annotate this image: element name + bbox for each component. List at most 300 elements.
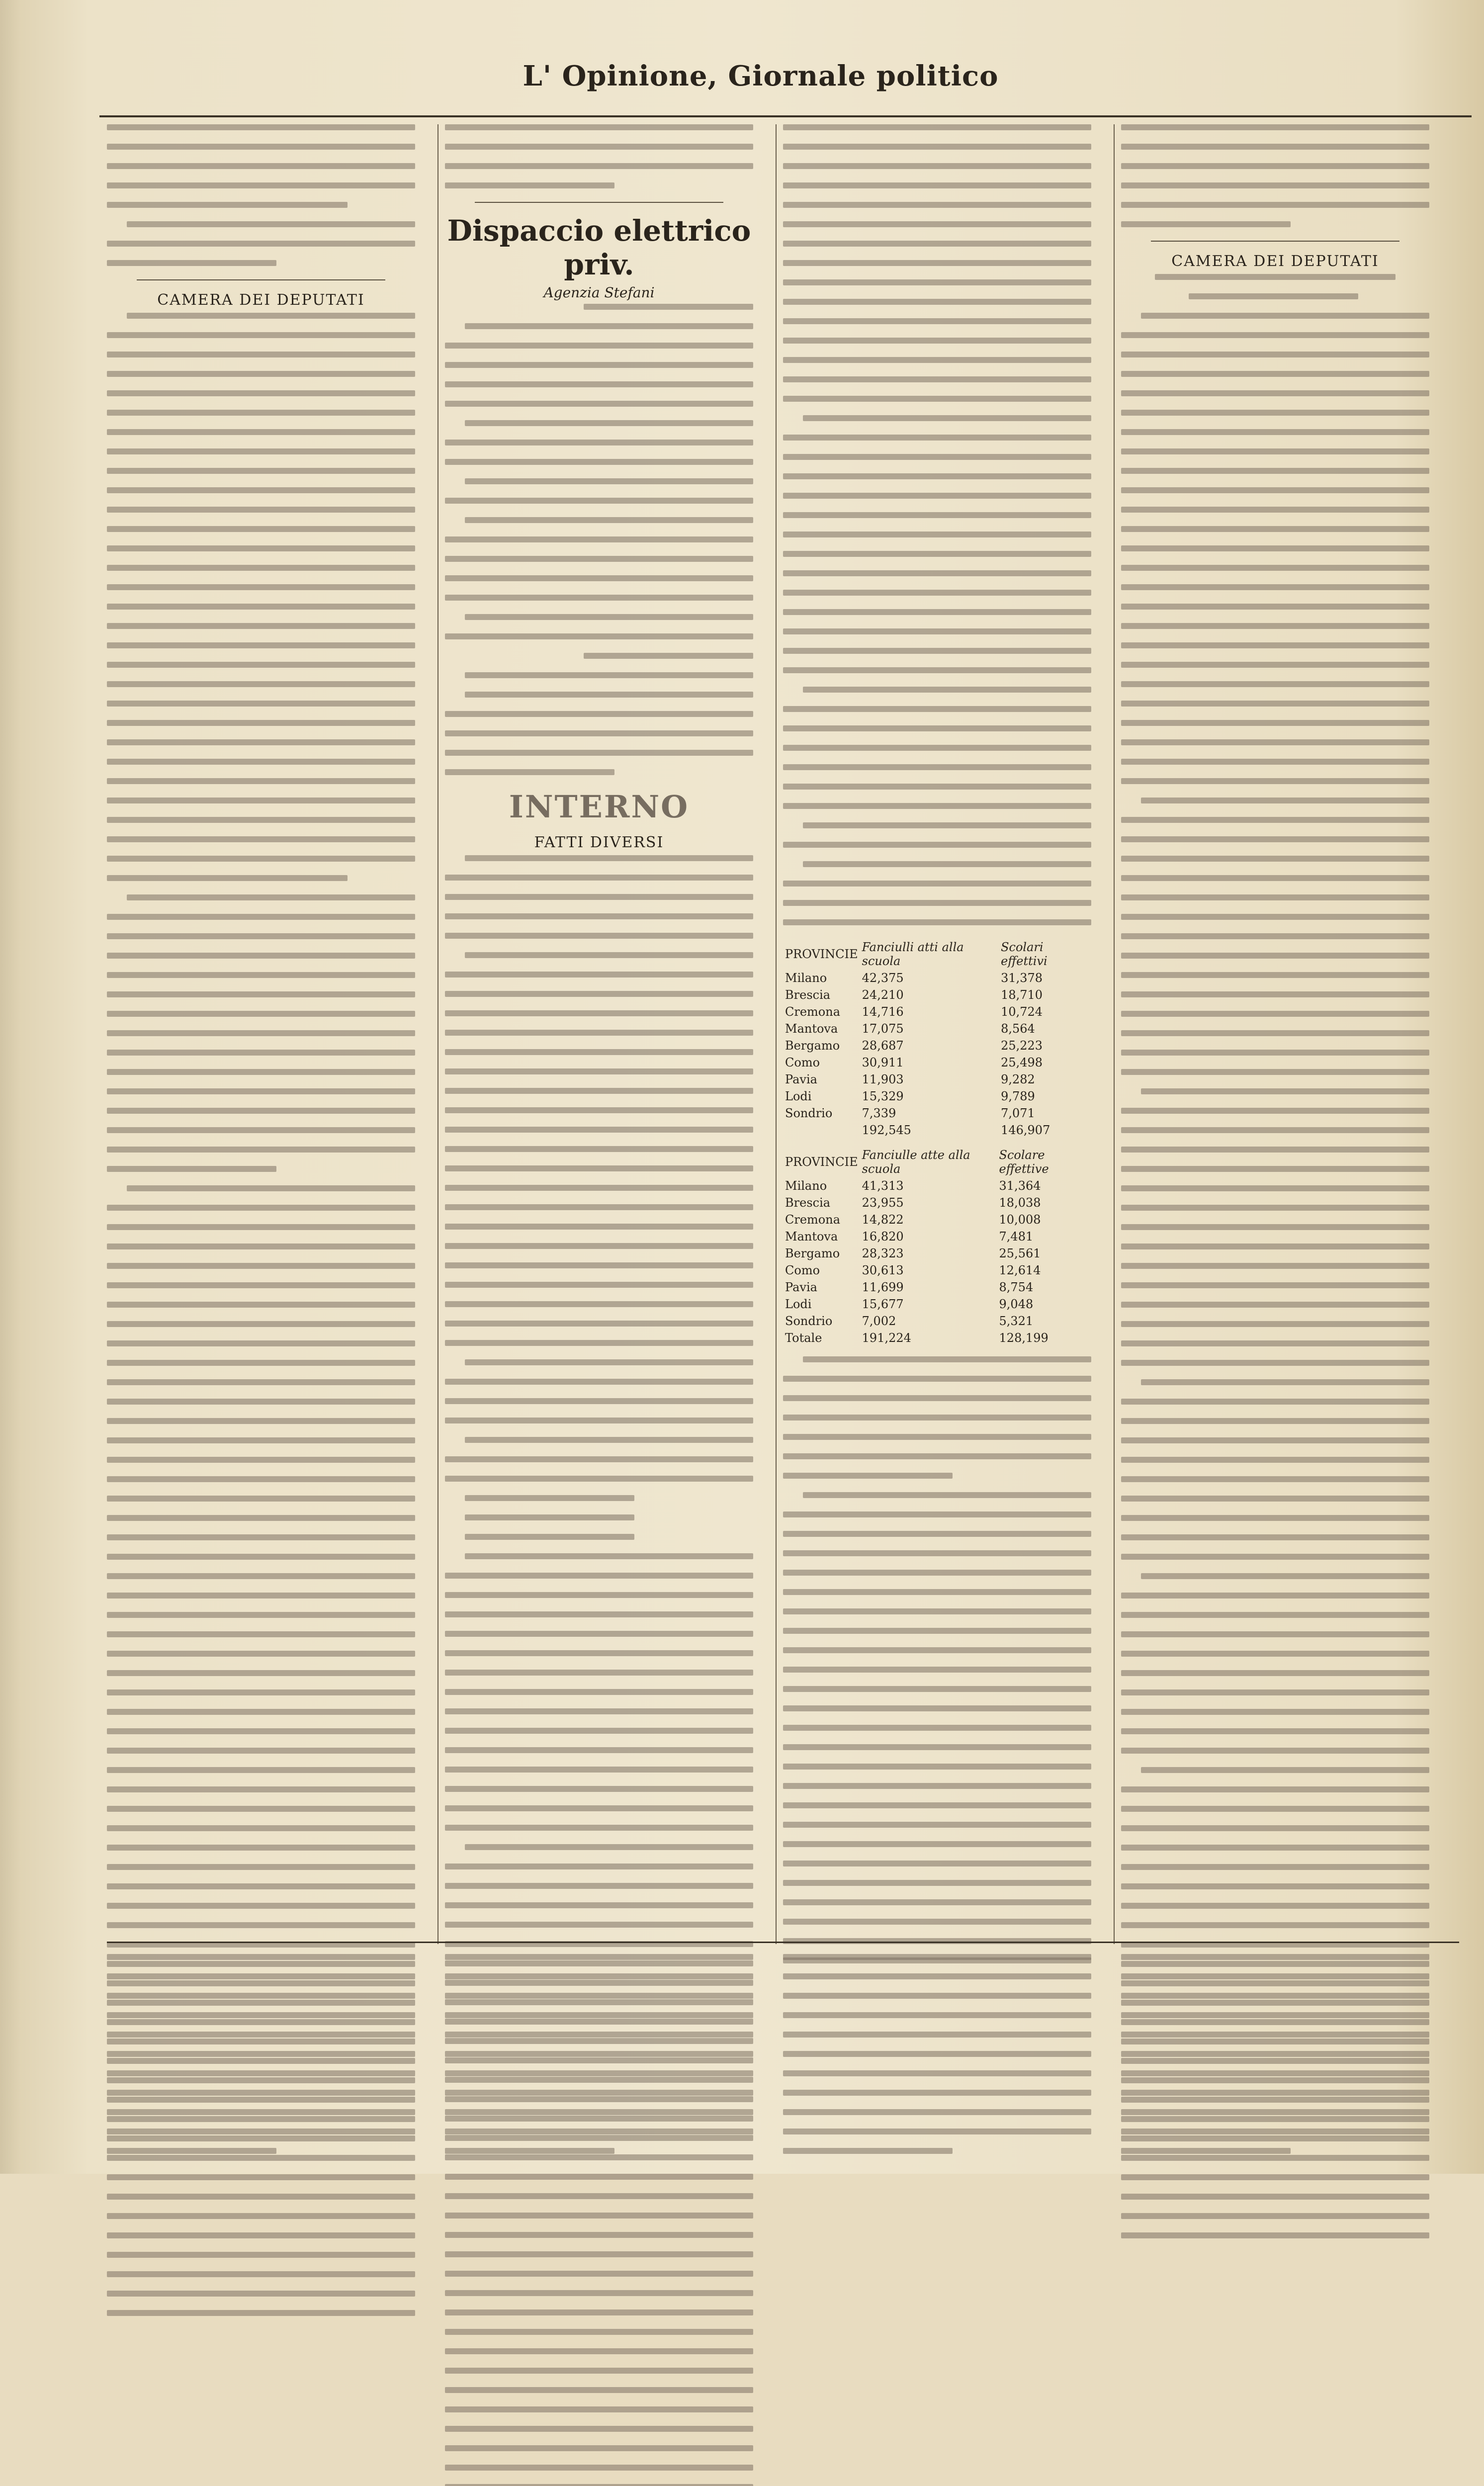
illegible-text-line (465, 672, 753, 678)
illegible-text-line (107, 701, 415, 707)
illegible-text-line (445, 1282, 753, 1288)
illegible-text-line (1121, 856, 1429, 862)
illegible-text-line (445, 1864, 753, 1869)
table-cell: 31,378 (1001, 971, 1043, 985)
table-cell: 30,613 (862, 1263, 904, 1277)
illegible-text-line (445, 1340, 753, 1346)
illegible-text-line (1121, 991, 1429, 997)
table-cell: 15,329 (862, 1089, 904, 1103)
telegram-headline: Dispaccio elettrico priv. (447, 214, 751, 281)
illegible-text-line (445, 1954, 753, 1960)
table-cell: Lodi (785, 1297, 812, 1311)
illegible-text-line (445, 124, 753, 130)
illegible-text-line (783, 725, 1091, 731)
illegible-text-line (783, 2032, 1091, 2038)
illegible-text-line (783, 1841, 1091, 1847)
illegible-text-line (445, 1107, 753, 1113)
illegible-text-line (107, 642, 415, 648)
illegible-text-line (1121, 182, 1429, 188)
illegible-text-line (445, 2406, 753, 2412)
illegible-text-line (107, 1457, 415, 1463)
illegible-text-line (107, 604, 415, 610)
table-total-row (783, 1122, 1091, 1139)
illegible-text-line (783, 221, 1091, 227)
illegible-text-line (445, 730, 753, 736)
illegible-text-line (445, 2348, 753, 2354)
illegible-text-line (1121, 410, 1429, 416)
illegible-text-line (445, 2012, 753, 2018)
illegible-text-line (783, 1589, 1091, 1595)
illegible-text-line (783, 1705, 1091, 1711)
section-heading: CAMERA DEI DEPUTATI (157, 291, 365, 309)
column-4 (1121, 124, 1429, 2252)
section-heading: INTERNO (509, 789, 690, 825)
illegible-text-line (107, 817, 415, 823)
illegible-text-line (445, 381, 753, 387)
illegible-text-line (1121, 144, 1429, 150)
table-cell: 7,071 (1001, 1106, 1035, 1120)
illegible-text-line (1121, 1593, 1429, 1598)
feuilleton-rule (107, 1942, 1459, 1943)
illegible-text-line (1121, 1825, 1429, 1831)
illegible-text-line (107, 623, 415, 629)
illegible-text-line (783, 1570, 1091, 1576)
table-row (783, 1020, 1091, 1037)
illegible-text-line (445, 1650, 753, 1656)
illegible-text-line (1121, 875, 1429, 881)
illegible-text-line (783, 376, 1091, 382)
illegible-text-line (1121, 1108, 1429, 1114)
illegible-text-line (107, 1515, 415, 1521)
illegible-text-line (1121, 1689, 1429, 1695)
illegible-text-line (1121, 2109, 1429, 2115)
illegible-text-line (783, 2109, 1091, 2115)
illegible-text-line (783, 1764, 1091, 1770)
illegible-text-line (1121, 972, 1429, 978)
table-cell: 7,339 (862, 1106, 896, 1120)
illegible-text-line (445, 2465, 753, 2471)
illegible-text-line (1121, 1243, 1429, 1249)
illegible-text-line (1121, 1670, 1429, 1676)
illegible-text-line (783, 1686, 1091, 1692)
table-cell: 15,677 (862, 1297, 904, 1311)
table-cell: Brescia (785, 988, 831, 1002)
feuilleton-column-2 (445, 1954, 753, 2167)
table-cell: 192,545 (862, 1123, 911, 1137)
illegible-text-line (783, 706, 1091, 712)
illegible-text-line (1121, 332, 1429, 338)
illegible-text-line (445, 362, 753, 368)
illegible-text-line (445, 1049, 753, 1055)
illegible-text-line (445, 2271, 753, 2277)
illegible-text-line (107, 1973, 415, 1979)
illegible-text-line (107, 390, 415, 396)
illegible-text-line (107, 1127, 415, 1133)
table-cell: 11,903 (862, 1072, 904, 1086)
illegible-text-line (107, 487, 415, 493)
illegible-text-line (445, 575, 753, 581)
illegible-text-line (1121, 1360, 1429, 1366)
illegible-text-line (1141, 1088, 1429, 1094)
illegible-text-line (783, 241, 1091, 247)
illegible-text-line (1121, 1127, 1429, 1133)
illegible-text-line (107, 1496, 415, 1502)
illegible-text-line (445, 2213, 753, 2219)
illegible-text-line (107, 720, 415, 726)
illegible-text-line (107, 2310, 415, 2316)
illegible-text-line (1121, 1282, 1429, 1288)
illegible-text-line (445, 2148, 614, 2154)
table-cell: Como (785, 1056, 820, 1069)
illegible-text-line (1121, 1224, 1429, 1230)
illegible-text-line (107, 1263, 415, 1269)
illegible-text-line (803, 822, 1091, 828)
table-cell: 23,955 (862, 1196, 904, 1210)
table-cell: 128,199 (999, 1331, 1048, 1345)
illegible-text-line (1121, 507, 1429, 513)
illegible-text-line (107, 1205, 415, 1211)
separator-rule (137, 279, 385, 280)
illegible-text-line (465, 855, 753, 861)
illegible-text-line (803, 1356, 1091, 1362)
column-divider (437, 124, 438, 1944)
illegible-text-line (107, 1825, 415, 1831)
illegible-text-line (783, 2012, 1091, 2018)
illegible-text-line (107, 1993, 415, 1999)
subheading: FATTI DIVERSI (534, 834, 664, 851)
table-row (783, 1279, 1091, 1296)
illegible-text-line (107, 662, 415, 668)
illegible-text-line (1121, 1457, 1429, 1463)
illegible-text-line (1121, 1903, 1429, 1909)
table-cell: 7,002 (862, 1314, 896, 1328)
table-header-cell: Fanciulle atte alla scuola (862, 1148, 970, 1176)
illegible-text-line (1121, 1185, 1429, 1191)
table-cell: Sondrio (785, 1106, 833, 1120)
illegible-text-line (445, 2368, 753, 2374)
school-stats-table-boys (783, 939, 1091, 1139)
illegible-text-line (107, 1030, 415, 1036)
illegible-text-line (783, 1647, 1091, 1653)
illegible-text-line (465, 952, 753, 958)
illegible-text-line (1121, 914, 1429, 920)
illegible-text-line (107, 1922, 415, 1928)
illegible-text-line (445, 2387, 753, 2393)
table-row (783, 1003, 1091, 1020)
illegible-text-line (107, 182, 415, 188)
illegible-text-line (783, 182, 1091, 188)
illegible-text-line (445, 440, 753, 445)
illegible-text-line (107, 1689, 415, 1695)
illegible-text-line (1121, 2232, 1429, 2238)
table-cell: 5,321 (999, 1314, 1034, 1328)
illegible-text-line (1121, 1321, 1429, 1327)
masthead-title: L' Opinione, Giornale politico (523, 60, 999, 92)
page-fold-shadow (0, 0, 30, 2174)
illegible-text-line (783, 1511, 1091, 1517)
table-cell: Lodi (785, 1089, 812, 1103)
illegible-text-line (783, 163, 1091, 169)
illegible-text-line (1121, 1147, 1429, 1153)
table-cell: 18,710 (1001, 988, 1043, 1002)
illegible-text-line (107, 1224, 415, 1230)
illegible-text-line (107, 2051, 415, 2057)
illegible-text-line (783, 493, 1091, 499)
table-row (783, 1054, 1091, 1071)
illegible-text-line (1121, 1845, 1429, 1851)
illegible-text-line (107, 584, 415, 590)
illegible-text-line (1121, 1534, 1429, 1540)
illegible-text-line (783, 1899, 1091, 1905)
table-row (783, 1194, 1091, 1211)
illegible-text-line (1141, 1767, 1429, 1773)
illegible-text-line (107, 468, 415, 474)
illegible-text-line (783, 435, 1091, 441)
illegible-text-line (445, 556, 753, 562)
illegible-text-line (1121, 1030, 1429, 1036)
illegible-text-line (107, 2090, 415, 2096)
illegible-text-line (107, 1806, 415, 1812)
illegible-text-line (445, 875, 753, 881)
illegible-text-line (1121, 1340, 1429, 1346)
illegible-text-line (783, 532, 1091, 537)
illegible-text-line (783, 919, 1091, 925)
illegible-text-line (783, 1473, 953, 1479)
illegible-text-line (783, 1919, 1091, 1925)
illegible-text-line (107, 2174, 415, 2180)
illegible-text-line (107, 1534, 415, 1540)
illegible-text-line (127, 313, 415, 319)
illegible-text-line (465, 1553, 753, 1559)
illegible-text-line (445, 1973, 753, 1979)
table-row (783, 970, 1091, 986)
illegible-text-line (445, 2251, 753, 2257)
illegible-text-line (783, 124, 1091, 130)
illegible-text-line (783, 260, 1091, 266)
illegible-text-line (107, 1321, 415, 1327)
illegible-text-line (107, 739, 415, 745)
table-cell: 18,038 (999, 1196, 1041, 1210)
illegible-text-line (445, 1068, 753, 1074)
illegible-text-line (107, 1379, 415, 1385)
illegible-text-line (783, 2148, 953, 2154)
illegible-text-line (1121, 1205, 1429, 1211)
illegible-text-line (803, 687, 1091, 693)
illegible-text-line (1141, 798, 1429, 803)
illegible-text-line (107, 1418, 415, 1424)
illegible-text-line (1121, 221, 1291, 227)
illegible-text-line (445, 2309, 753, 2315)
illegible-text-line (1121, 894, 1429, 900)
illegible-text-line (107, 798, 415, 803)
illegible-text-line (1121, 2012, 1429, 2018)
illegible-text-line (445, 498, 753, 504)
illegible-text-line (107, 1108, 415, 1114)
illegible-text-line (107, 953, 415, 959)
illegible-text-line (107, 163, 415, 169)
illegible-text-line (107, 526, 415, 532)
illegible-text-line (1121, 1515, 1429, 1521)
illegible-text-line (445, 1611, 753, 1617)
illegible-text-line (107, 1554, 415, 1560)
illegible-text-line (1121, 1612, 1429, 1618)
illegible-text-line (783, 1434, 1091, 1440)
illegible-text-line (107, 1243, 415, 1249)
table-cell: 17,075 (862, 1022, 904, 1036)
illegible-text-line (1121, 1166, 1429, 1172)
illegible-text-line (107, 260, 276, 266)
illegible-text-line (445, 2445, 753, 2451)
illegible-text-line (1121, 390, 1429, 396)
illegible-text-line (783, 2070, 1091, 2076)
illegible-text-line (107, 933, 415, 939)
illegible-text-line (445, 1418, 753, 1423)
illegible-text-line (107, 875, 348, 881)
illegible-text-line (783, 1973, 1091, 1979)
illegible-text-line (445, 991, 753, 997)
table-row (783, 986, 1091, 1003)
illegible-text-line (445, 1456, 753, 1462)
illegible-text-line (445, 1902, 753, 1908)
illegible-text-line (783, 590, 1091, 596)
table-cell: Milano (785, 1179, 827, 1193)
illegible-text-line (783, 881, 1091, 887)
illegible-text-line (107, 448, 415, 454)
illegible-text-line (445, 1088, 753, 1094)
illegible-text-line (107, 1166, 276, 1172)
table-total-row (783, 1330, 1091, 1346)
illegible-text-line (783, 1822, 1091, 1828)
illegible-text-line (445, 1165, 753, 1171)
table-row (783, 1313, 1091, 1330)
table-header-cell: PROVINCIE (785, 947, 858, 961)
illegible-text-line (1121, 1954, 1429, 1960)
illegible-text-line (445, 1204, 753, 1210)
illegible-text-line (107, 565, 415, 571)
illegible-text-line (445, 933, 753, 939)
illegible-text-line (107, 352, 415, 357)
illegible-text-line (1121, 836, 1429, 842)
illegible-text-line (107, 1954, 415, 1960)
illegible-text-line (1121, 429, 1429, 435)
illegible-text-line (445, 1262, 753, 1268)
illegible-text-line (1121, 163, 1429, 169)
table-cell: 16,820 (862, 1230, 904, 1243)
illegible-text-line (1121, 701, 1429, 707)
illegible-text-line (107, 972, 415, 978)
illegible-text-line (445, 2109, 753, 2115)
illegible-text-line (445, 2426, 753, 2432)
illegible-text-line (445, 2174, 753, 2180)
illegible-text-line (1155, 274, 1396, 280)
illegible-text-line (783, 1628, 1091, 1634)
table-row (783, 1296, 1091, 1313)
illegible-text-line (445, 1786, 753, 1792)
illegible-text-line (107, 2252, 415, 2258)
illegible-text-line (1121, 202, 1429, 208)
illegible-text-line (783, 1993, 1091, 1999)
illegible-text-line (107, 2232, 415, 2238)
illegible-text-line (445, 1993, 753, 1999)
illegible-text-line (1121, 526, 1429, 532)
illegible-text-line (107, 1670, 415, 1676)
separator-rule (475, 202, 723, 203)
illegible-text-line (445, 769, 614, 775)
illegible-text-line (783, 202, 1091, 208)
illegible-text-line (445, 182, 614, 188)
illegible-text-line (1121, 545, 1429, 551)
illegible-text-line (1121, 1993, 1429, 1999)
table-cell: Mantova (785, 1022, 838, 1036)
illegible-text-line (107, 1302, 415, 1308)
illegible-text-line (107, 1476, 415, 1482)
illegible-text-line (783, 570, 1091, 576)
table-cell: Mantova (785, 1230, 838, 1243)
table-cell: Milano (785, 971, 827, 985)
illegible-text-line (1141, 313, 1429, 319)
table-row (783, 1177, 1091, 1194)
illegible-text-line (107, 429, 415, 435)
illegible-text-line (445, 1321, 753, 1327)
illegible-text-line (584, 653, 753, 659)
illegible-text-line (465, 1844, 753, 1850)
illegible-text-line (445, 1922, 753, 1928)
illegible-text-line (445, 633, 753, 639)
illegible-text-line (107, 1573, 415, 1579)
table-cell: 8,564 (1001, 1022, 1035, 1036)
illegible-text-line (107, 1069, 415, 1075)
illegible-text-line (1121, 448, 1429, 454)
illegible-text-line (1121, 2194, 1429, 2200)
illegible-text-line (1121, 1864, 1429, 1870)
illegible-text-line (107, 1709, 415, 1715)
illegible-text-line (445, 1631, 753, 1637)
illegible-text-line (107, 2271, 415, 2277)
illegible-text-line (445, 2290, 753, 2296)
illegible-text-line (1121, 642, 1429, 648)
illegible-text-line (783, 1861, 1091, 1866)
illegible-text-line (783, 512, 1091, 518)
table-header-cell: PROVINCIE (785, 1155, 858, 1169)
illegible-text-line (445, 1573, 753, 1579)
illegible-text-line (445, 536, 753, 542)
illegible-text-line (803, 861, 1091, 867)
illegible-text-line (1121, 2070, 1429, 2076)
masthead (99, 60, 1422, 109)
illegible-text-line (107, 2012, 415, 2018)
illegible-text-line (107, 1903, 415, 1909)
illegible-text-line (783, 299, 1091, 305)
table-cell: Pavia (785, 1072, 817, 1086)
illegible-text-line (1121, 1399, 1429, 1405)
illegible-text-line (1121, 1651, 1429, 1657)
illegible-text-line (1121, 1973, 1429, 1979)
illegible-text-line (783, 667, 1091, 673)
table-cell: 28,687 (862, 1039, 904, 1053)
table-row (783, 1211, 1091, 1228)
table-row (783, 1037, 1091, 1054)
illegible-text-line (1121, 953, 1429, 959)
illegible-text-line (445, 972, 753, 977)
column-divider (776, 124, 777, 1944)
illegible-text-line (465, 692, 753, 698)
illegible-text-line (1121, 1883, 1429, 1889)
illegible-text-line (107, 1088, 415, 1094)
illegible-text-line (783, 454, 1091, 460)
illegible-text-line (584, 304, 753, 310)
illegible-text-line (1121, 681, 1429, 687)
illegible-text-line (465, 614, 753, 620)
